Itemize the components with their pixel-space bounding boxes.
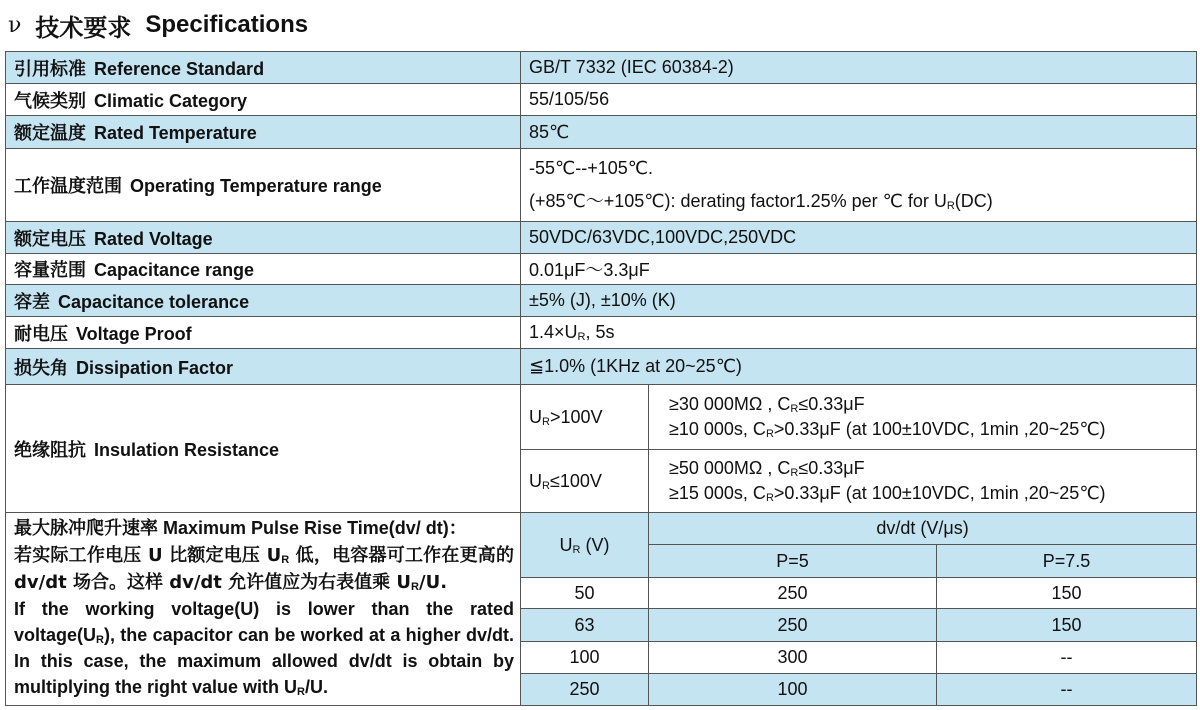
cell-p75: 150 (937, 609, 1197, 642)
col-p75-header: P=7.5 (937, 545, 1197, 578)
ir-values (649, 385, 1197, 450)
cell-ur: 100 (521, 642, 649, 674)
ir-line: ≥50 000MΩ , $C_R\le 0.33\mu F$ (669, 458, 865, 479)
cell-p75: -- (937, 674, 1197, 706)
value-cell: 55/105/56 (521, 84, 1197, 116)
row-insulation-resistance (6, 385, 1197, 450)
cell-ur: 63 (521, 609, 649, 642)
ir-line: ≥15 000s, $C_R>0.33\mu F$ (at 100±10VDC, 1min ,20~25℃) (669, 483, 1106, 504)
row-reference-standard (6, 52, 1197, 84)
cell-ur: 50 (521, 578, 649, 609)
cell-p5: 250 (649, 578, 937, 609)
col-p5-header: P=5 (649, 545, 937, 578)
row-voltage-proof (6, 317, 1197, 349)
label-cell: 耐电压 Voltage Proof (6, 317, 521, 349)
value-cell: 50VDC/63VDC,100VDC,250VDC (521, 222, 1197, 254)
ir-line: ≥10 000s, $C_R>0.33\mu F$ (at 100±10VDC, 1min ,20~25℃) (669, 419, 1106, 440)
ir-condition: $U_R>100V$ (521, 385, 649, 450)
label-cell: 额定电压 Rated Voltage (6, 222, 521, 254)
label-cell: 引用标准 Reference Standard (6, 52, 521, 84)
cell-p75: 150 (937, 578, 1197, 609)
section-title (8, 8, 308, 42)
cell-p5: 300 (649, 642, 937, 674)
row-capacitance-tolerance (6, 285, 1197, 317)
value-cell (521, 149, 1197, 222)
row-pulse-header-1 (6, 513, 1197, 545)
title-en: Specifications (145, 11, 309, 38)
row-rated-voltage (6, 222, 1197, 254)
specifications-table (5, 51, 1197, 706)
pulse-title: 最大脉冲爬升速率 Maximum Pulse Rise Time(dv/ dt)： (14, 518, 467, 539)
ir-line: ≥30 000MΩ , $C_R\le 0.33\mu F$ (669, 394, 865, 415)
value-line: -55℃--+105℃. (529, 157, 653, 178)
col-dvdt-header: dv/dt (V/μs) (649, 513, 1197, 545)
value-line: (+85℃～+105℃): derating factor1.25% per ℃ for $U_R(DC)$ (529, 190, 993, 212)
label-cell: 气候类别 Climatic Category (6, 84, 521, 116)
cell-p5: 250 (649, 609, 937, 642)
ir-condition: $U_R\le 100V$ (521, 450, 649, 513)
value-cell: 0.01μF～3.3μF (521, 254, 1197, 285)
value-cell: ±5% (J), ±10% (K) (521, 285, 1197, 317)
row-climatic-category (6, 84, 1197, 116)
label-cell: 绝缘阻抗 Insulation Resistance (6, 385, 521, 513)
label-cell: 工作温度范围 Operating Temperature range (6, 149, 521, 222)
value-cell: $1.4\times U_R$, 5s (521, 317, 1197, 349)
row-dissipation-factor (6, 349, 1197, 385)
value-cell: 85℃ (521, 116, 1197, 149)
label-cell: 损失角 Dissipation Factor (6, 349, 521, 385)
title-cn: 技术要求 (35, 13, 132, 42)
cell-p75: -- (937, 642, 1197, 674)
ir-values (649, 450, 1197, 513)
value-cell: GB/T 7332 (IEC 60384-2) (521, 52, 1197, 84)
label-cell: 容差 Capacitance tolerance (6, 285, 521, 317)
label-cell: 容量范围 Capacitance range (6, 254, 521, 285)
label-cell: 额定温度 Rated Temperature (6, 116, 521, 149)
col-ur-header: $U_R$ (V) (521, 513, 649, 578)
bullet-icon: ν (8, 12, 22, 38)
cell-ur: 250 (521, 674, 649, 706)
pulse-text-en: If the working voltage(U) is lower than the rated $voltage(U_R)$, the capacitor can be worked at a higher dv/dt. In this case, the maximum allowed dv/dt is obtain by multiplying the right value with $U_R/U$. (14, 599, 514, 698)
pulse-text-cn: 若实际工作电压 U 比额定电压 $U_R$ 低，电容器可工作在更高的 dv/dt 场合。这样 dv/dt 允许值应为右表值乘 $U_R/U$. (14, 545, 515, 593)
row-operating-temperature (6, 149, 1197, 222)
value-cell: ≦1.0% (1KHz at 20~25℃) (521, 349, 1197, 385)
pulse-description (6, 513, 521, 706)
row-capacitance-range (6, 254, 1197, 285)
cell-p5: 100 (649, 674, 937, 706)
row-rated-temperature (6, 116, 1197, 149)
